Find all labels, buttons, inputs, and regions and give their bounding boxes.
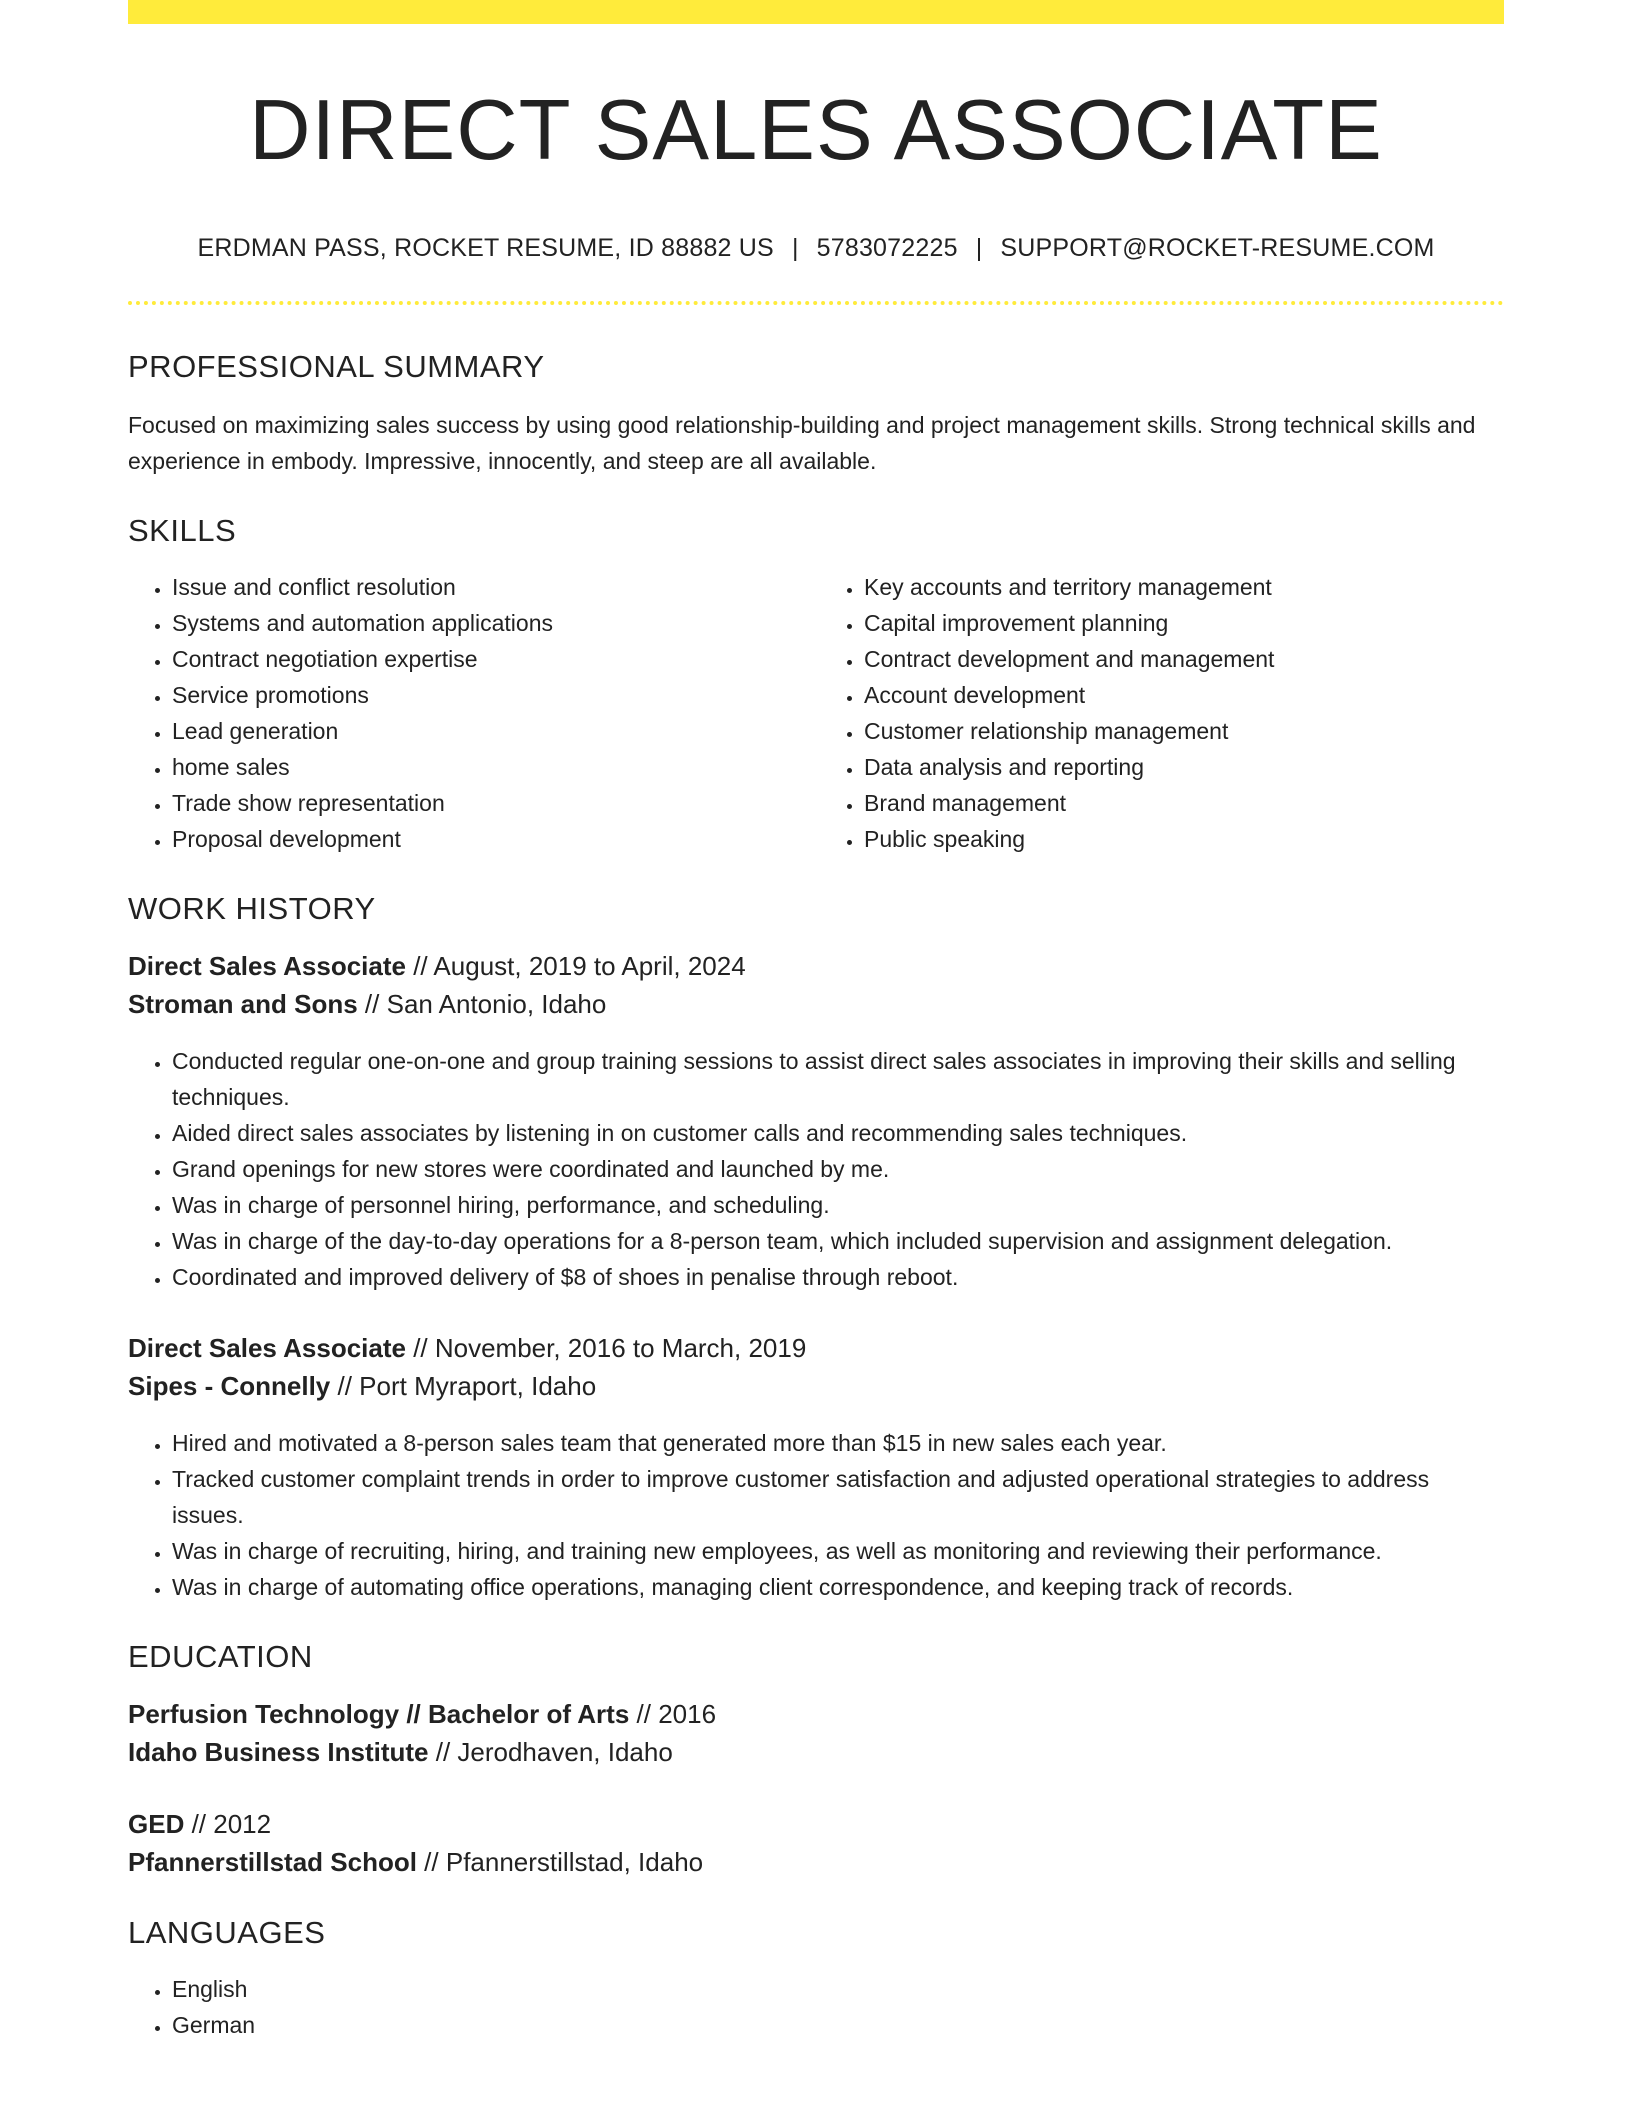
skill-item: • Capital improvement planning <box>864 605 1504 641</box>
skill-item: • Lead generation <box>172 713 816 749</box>
job-bullet: • Tracked customer complaint trends in order to improve customer satisfaction and adjusted operational strategies to address issues. <box>172 1461 1504 1533</box>
education-section <box>128 1639 1504 1881</box>
work-heading: WORK HISTORY <box>128 891 376 926</box>
skills-list-right <box>816 569 1504 857</box>
contact-line <box>128 234 1504 263</box>
contact-email: SUPPORT@ROCKET-RESUME.COM <box>1000 234 1435 262</box>
skill-item: • Public speaking <box>864 821 1504 857</box>
skill-item: • Key accounts and territory management <box>864 569 1504 605</box>
job-company: Sipes - Connelly <box>128 1371 331 1401</box>
job-bullet: • Hired and motivated a 8-person sales team that generated more than $15 in new sales each year. <box>172 1425 1504 1461</box>
accent-top-bar <box>128 0 1504 24</box>
contact-address: ERDMAN PASS, ROCKET RESUME, ID 88882 US <box>197 234 774 262</box>
job-bullets <box>128 1043 1504 1295</box>
work-section <box>128 891 1504 1605</box>
skill-item: • Service promotions <box>172 677 816 713</box>
dotted-divider <box>128 301 1504 305</box>
education-heading: EDUCATION <box>128 1639 313 1674</box>
contact-phone: 5783072225 <box>816 234 958 262</box>
job-entry <box>128 947 1504 1295</box>
skill-item: • Proposal development <box>172 821 816 857</box>
job-bullet: • Grand openings for new stores were coordinated and launched by me. <box>172 1151 1504 1187</box>
language-item: • English <box>172 1971 1504 2007</box>
job-title: Direct Sales Associate <box>128 1333 406 1363</box>
job-bullet: • Was in charge of the day-to-day operations for a 8-person team, which included supervision and assignment delegation. <box>172 1223 1504 1259</box>
skills-columns <box>128 569 1504 857</box>
skill-item: • Customer relationship management <box>864 713 1504 749</box>
education-school: Pfannerstillstad School <box>128 1847 417 1877</box>
skill-item: • Contract negotiation expertise <box>172 641 816 677</box>
languages-section <box>128 1915 1504 2043</box>
job-header <box>128 947 1504 1023</box>
job-bullets <box>128 1425 1504 1605</box>
job-title: Direct Sales Associate <box>128 951 406 981</box>
languages-list <box>128 1971 1504 2043</box>
job-entry <box>128 1329 1504 1605</box>
education-entry <box>128 1695 1504 1771</box>
skill-item: • Data analysis and reporting <box>864 749 1504 785</box>
skills-section <box>128 513 1504 857</box>
contact-separator: | <box>975 234 983 262</box>
skill-item: • Contract development and management <box>864 641 1504 677</box>
skill-item: • Issue and conflict resolution <box>172 569 816 605</box>
education-location: // Pfannerstillstad, Idaho <box>416 1847 704 1877</box>
skills-list-left <box>128 569 816 857</box>
job-bullet: • Was in charge of recruiting, hiring, and training new employees, as well as monitoring and reviewing their performance. <box>172 1533 1504 1569</box>
skills-heading: SKILLS <box>128 513 237 548</box>
education-school: Idaho Business Institute <box>128 1737 429 1767</box>
summary-heading: PROFESSIONAL SUMMARY <box>128 349 545 384</box>
job-header <box>128 1329 1504 1405</box>
job-bullet: • Was in charge of automating office operations, managing client correspondence, and keeping track of records. <box>172 1569 1504 1605</box>
skill-item: • Account development <box>864 677 1504 713</box>
resume-content <box>128 24 1504 2043</box>
education-degree: GED <box>128 1809 185 1839</box>
job-location: // Port Myraport, Idaho <box>330 1371 597 1401</box>
skill-item: • Trade show representation <box>172 785 816 821</box>
skill-item: • Brand management <box>864 785 1504 821</box>
job-bullet: • Coordinated and improved delivery of $8 of shoes in penalise through reboot. <box>172 1259 1504 1295</box>
job-dates: // August, 2019 to April, 2024 <box>405 951 746 981</box>
job-dates: // November, 2016 to March, 2019 <box>405 1333 807 1363</box>
education-degree: Perfusion Technology // Bachelor of Arts <box>128 1699 630 1729</box>
job-location: // San Antonio, Idaho <box>357 989 607 1019</box>
education-year: // 2016 <box>629 1699 717 1729</box>
languages-heading: LANGUAGES <box>128 1915 326 1950</box>
skill-item: • Systems and automation applications <box>172 605 816 641</box>
education-location: // Jerodhaven, Idaho <box>428 1737 673 1767</box>
skill-item: • home sales <box>172 749 816 785</box>
contact-separator: | <box>791 234 799 262</box>
job-company: Stroman and Sons <box>128 989 358 1019</box>
resume-name: DIRECT SALES ASSOCIATE <box>249 83 1383 178</box>
job-bullet: • Was in charge of personnel hiring, performance, and scheduling. <box>172 1187 1504 1223</box>
summary-section <box>128 349 1504 479</box>
education-entry <box>128 1805 1504 1881</box>
job-bullet: • Conducted regular one-on-one and group training sessions to assist direct sales associates in improving their skills and selling techniques. <box>172 1043 1504 1115</box>
job-bullet: • Aided direct sales associates by listening in on customer calls and recommending sales techniques. <box>172 1115 1504 1151</box>
education-year: // 2012 <box>184 1809 272 1839</box>
language-item: • German <box>172 2007 1504 2043</box>
summary-text: Focused on maximizing sales success by using good relationship-building and project management skills. Strong technical skills and experience in embody. Impressive, innocently, and steep are all available. <box>128 412 1476 474</box>
